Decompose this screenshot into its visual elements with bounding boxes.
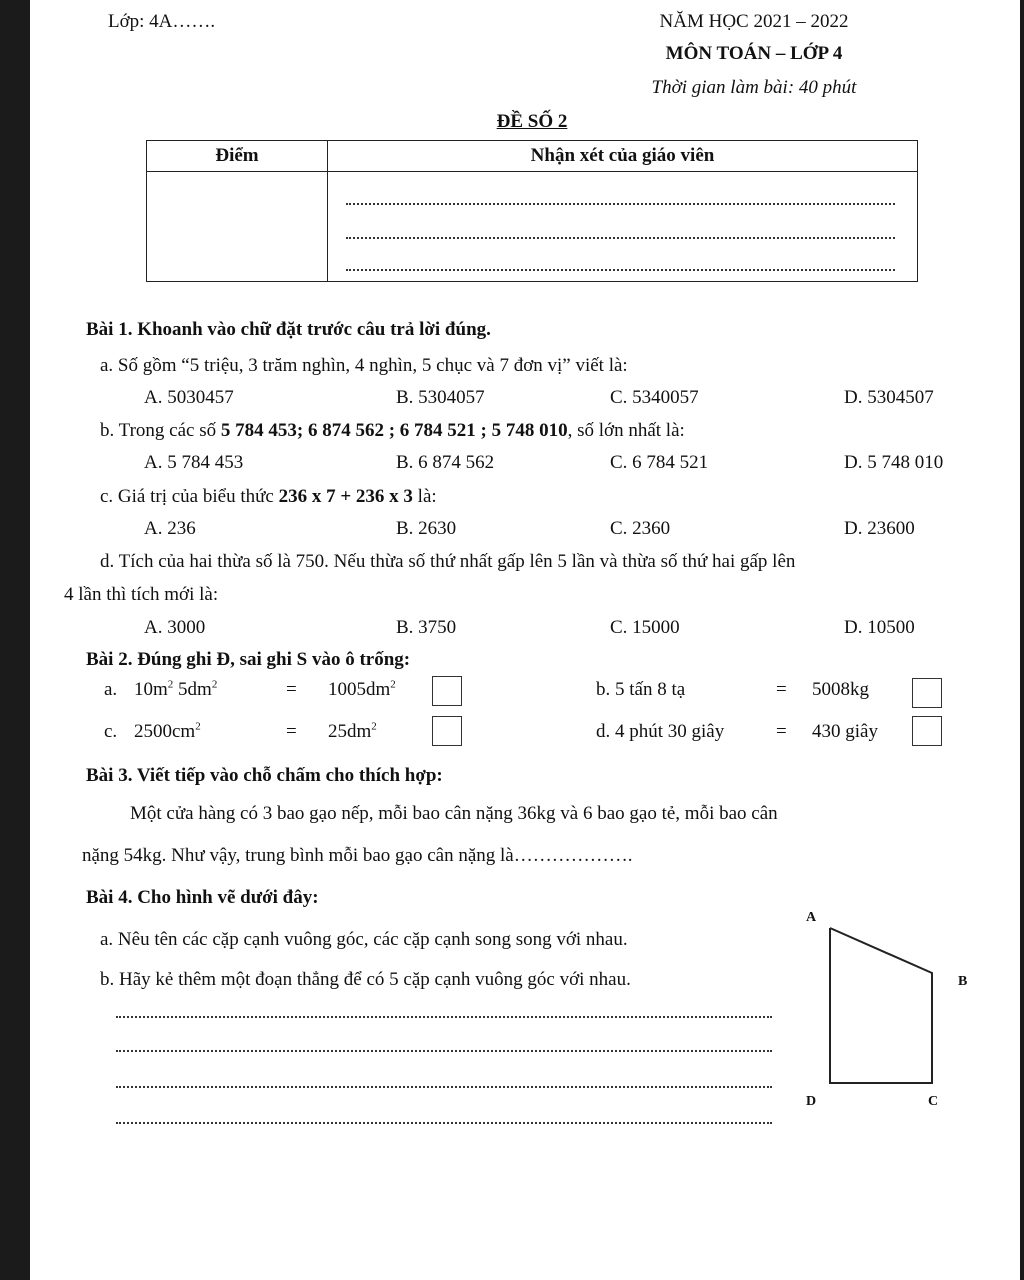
bai1-d-option-d[interactable]: D. 10500 (844, 617, 915, 638)
bai2-a-label: a. (104, 679, 118, 700)
quadrilateral-shape (830, 928, 932, 1083)
point-b-label: B (958, 974, 968, 989)
bai3-title: Bài 3. Viết tiếp vào chỗ chấm cho thích hợp: (86, 765, 443, 786)
point-c-label: C (928, 1094, 939, 1109)
bai1-a-question: a. Số gồm “5 triệu, 3 trăm nghìn, 4 nghìn, 5 chục và 7 đơn vị” viết là: (100, 355, 628, 376)
bai1-b-option-c[interactable]: C. 6 784 521 (610, 452, 709, 473)
bai1-a-option-d[interactable]: D. 5304507 (844, 387, 934, 408)
bai2-a-answer-box[interactable] (432, 676, 462, 706)
bai2-b-rhs: 5008kg (812, 679, 869, 700)
answer-line[interactable] (116, 1122, 772, 1124)
exam-number: ĐỀ SỐ 2 (496, 111, 568, 132)
answer-line[interactable] (116, 1050, 772, 1052)
bai1-title: Bài 1. Khoanh vào chữ đặt trước câu trả lời đúng. (86, 319, 491, 340)
bai2-c-answer-box[interactable] (432, 716, 462, 746)
bai2-b-lhs: b. 5 tấn 8 tạ (596, 679, 686, 700)
bai1-b-option-a[interactable]: A. 5 784 453 (144, 452, 244, 473)
bai2-d-equals: = (776, 721, 787, 742)
bai2-c-equals: = (286, 721, 297, 742)
bai1-b-question: b. Trong các số 5 784 453; 6 874 562 ; 6 784 521 ; 5 748 010, số lớn nhất là: (100, 420, 685, 441)
bai1-c-option-d[interactable]: D. 23600 (844, 518, 915, 539)
comment-line (346, 268, 895, 271)
bai3-text-line2[interactable]: nặng 54kg. Như vậy, trung bình mỗi bao gạo cân nặng là………………. (82, 845, 633, 866)
bai1-b-option-b[interactable]: B. 6 874 562 (396, 452, 495, 473)
point-d-label: D (806, 1094, 817, 1109)
bai2-d-rhs: 430 giây (812, 721, 878, 742)
bai2-b-equals: = (776, 679, 787, 700)
quadrilateral-figure (800, 900, 980, 1110)
bai1-c-option-c[interactable]: C. 2360 (610, 518, 671, 539)
bai2-d-answer-box[interactable] (912, 716, 942, 746)
bai2-d-lhs: d. 4 phút 30 giây (596, 721, 725, 742)
bai1-c-option-a[interactable]: A. 236 (144, 518, 196, 539)
point-a-label: A (806, 910, 817, 925)
comment-line (346, 236, 895, 239)
bai1-d-option-a[interactable]: A. 3000 (144, 617, 206, 638)
bai2-b-answer-box[interactable] (912, 678, 942, 708)
bai2-title: Bài 2. Đúng ghi Đ, sai ghi S vào ô trống: (86, 649, 411, 670)
bai2-a-lhs: $10m^2$ $5dm^2$ (134, 678, 218, 700)
comment-header: Nhận xét của giáo viên (328, 141, 918, 172)
school-year: NĂM HỌC 2021 – 2022 (659, 11, 849, 32)
bai4-a-question: a. Nêu tên các cặp cạnh vuông góc, các cặp cạnh song song với nhau. (100, 929, 628, 950)
score-table (146, 140, 918, 282)
bai2-c-rhs: $25dm^2$ (328, 720, 377, 742)
score-header: Điểm (147, 141, 328, 172)
bai1-d-question-line1: d. Tích của hai thừa số là 750. Nếu thừa số thứ nhất gấp lên 5 lần và thừa số thứ hai gấp lên (100, 551, 796, 572)
answer-line[interactable] (116, 1016, 772, 1018)
bai1-d-option-b[interactable]: B. 3750 (396, 617, 457, 638)
comment-cell[interactable] (328, 172, 918, 282)
bai2-c-label: c. (104, 721, 118, 742)
bai1-a-option-a[interactable]: A. 5030457 (144, 387, 234, 408)
bai1-d-option-c[interactable]: C. 15000 (610, 617, 680, 638)
bai3-text-line1: Một cửa hàng có 3 bao gạo nếp, mỗi bao cân nặng 36kg và 6 bao gạo tẻ, mỗi bao cân (130, 803, 778, 824)
bai1-a-option-c[interactable]: C. 5340057 (610, 387, 699, 408)
comment-line (346, 202, 895, 205)
bai1-d-question-line2: 4 lần thì tích mới là: (64, 584, 219, 605)
bai2-a-equals: = (286, 679, 297, 700)
bai1-b-option-d[interactable]: D. 5 748 010 (844, 452, 944, 473)
bai2-c-lhs: $2500cm^2$ (134, 720, 201, 742)
bai1-a-option-b[interactable]: B. 5304057 (396, 387, 485, 408)
bai1-c-question: c. Giá trị của biểu thức 236 x 7 + 236 x 3 là: (100, 486, 437, 507)
bai4-title: Bài 4. Cho hình vẽ dưới đây: (86, 887, 319, 908)
exam-time: Thời gian làm bài: 40 phút (651, 77, 857, 98)
bai2-a-rhs: $1005dm^2$ (328, 678, 396, 700)
answer-line[interactable] (116, 1086, 772, 1088)
bai1-c-option-b[interactable]: B. 2630 (396, 518, 457, 539)
class-label: Lớp: 4A……. (108, 11, 216, 32)
bai4-b-question: b. Hãy kẻ thêm một đoạn thẳng để có 5 cặp cạnh vuông góc với nhau. (100, 969, 631, 990)
subject-title: MÔN TOÁN – LỚP 4 (665, 43, 843, 64)
score-cell[interactable] (147, 172, 328, 282)
